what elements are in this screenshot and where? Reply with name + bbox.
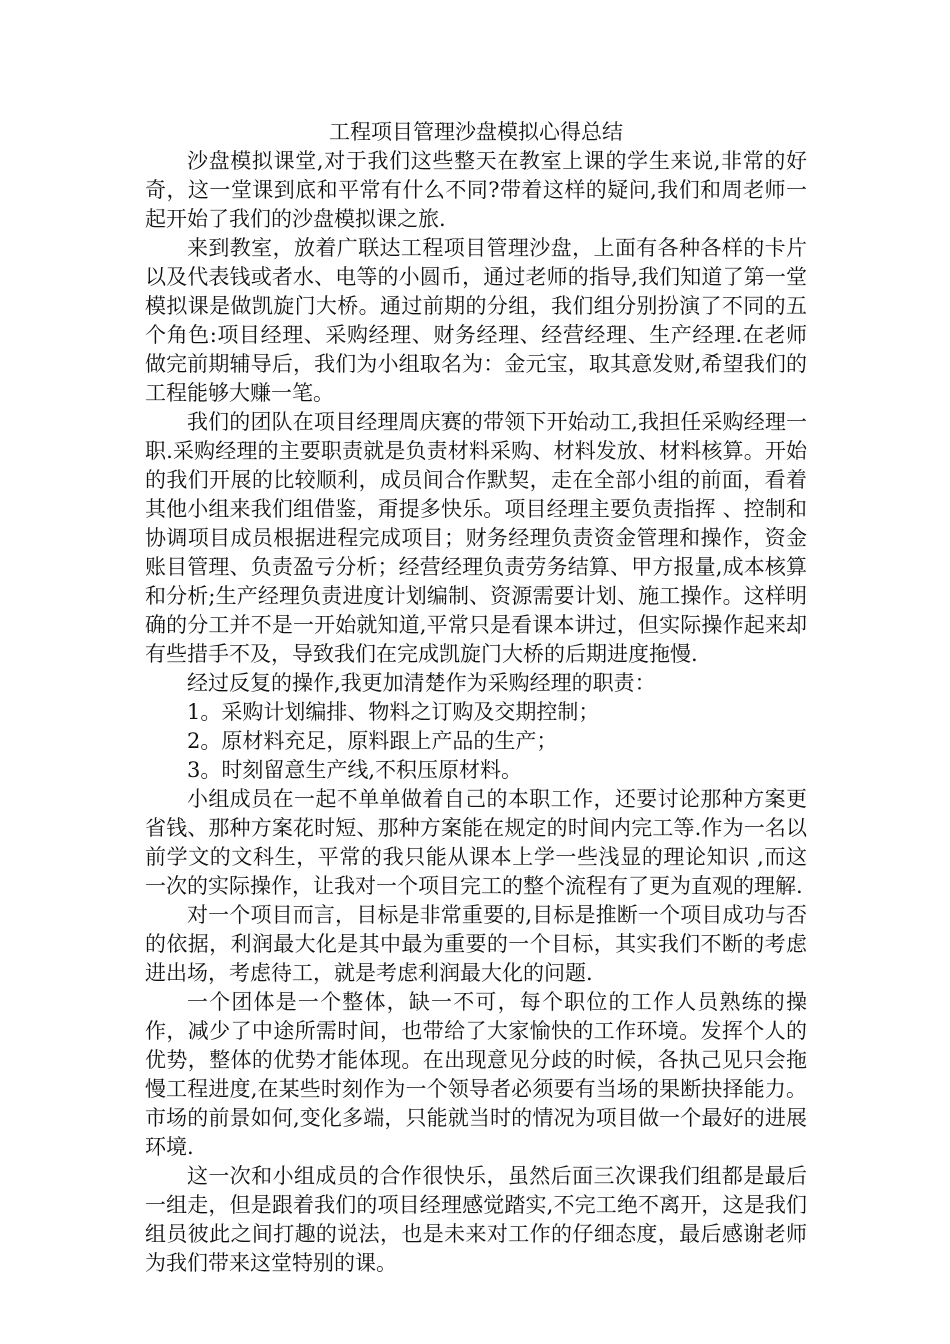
paragraph-classroom: 来到教室，放着广联达工程项目管理沙盘，上面有各种各样的卡片以及代表钱或者水、电等的小圆币，通过老师的指导,我们知道了第一堂模拟课是做凯旋门大桥。通过前期的分组，我们组分别扮演了不同的五个角色:项目经理、采购经理、财务经理、经营经理、生产经理.在老师做完前期辅导后，我们为小组取名为：金元宝，取其意发财,希望我们的工程能够大赚一笔。: [145, 236, 807, 405]
list-item-duty-1: 1。采购计划编排、物料之订购及交期控制；: [187, 700, 600, 724]
paragraph-team-unity: 一个团体是一个整体，缺一不可，每个职位的工作人员熟练的操作，减少了中途所需时间，也带给了大家愉快的工作环境。发挥个人的优势，整体的优势才能体现。在出现意见分歧的时候，各执己见只会拖慢工程进度,在某些时刻作为一个领导者必须要有当场的果断抉择能力。市场的前景如何,变化多端，只能就当时的情况为项目做一个最好的进展环境.: [145, 990, 807, 1159]
list-item-duty-3: 3。时刻留意生产线,不积压原材料。: [187, 758, 523, 782]
paragraph-goals: 对一个项目而言，目标是非常重要的,目标是推断一个项目成功与否的依据，利润最大化是其中最为重要的一个目标，其实我们不断的考虑进出场，考虑待工，就是考虑利润最大化的问题.: [145, 903, 807, 985]
paragraph-intro: 沙盘模拟课堂,对于我们这些整天在教室上课的学生来说,非常的好奇，这一堂课到底和平常有什么不同?带着这样的疑问,我们和周老师一起开始了我们的沙盘模拟课之旅.: [145, 149, 807, 231]
document-page: [145, 118, 807, 1278]
paragraph-duties-intro: 经过反复的操作,我更加清楚作为采购经理的职责：: [187, 671, 656, 695]
paragraph-team-roles: 我们的团队在项目经理周庆赛的带领下开始动工,我担任采购经理一职.采购经理的主要职责就是负责材料采购、材料发放、材料核算。开始的我们开展的比较顺利，成员间合作默契，走在全部小组的前面，看着其他小组来我们组借鉴，甭提多快乐。项目经理主要负责指挥 、控制和协调项目成员根据进程完成项目；财务经理负责资金管理和操作，资金账目管理、负责盈亏分析；经营经理负责劳务结算、甲方报量,成本核算和分析;生产经理负责进度计划编制、资源需要计划、施工操作。这样明确的分工并不是一开始就知道,平常只是看课本讲过，但实际操作起来却有些措手不及，导致我们在完成凯旋门大桥的后期进度拖慢.: [145, 410, 807, 666]
paragraph-conclusion: 这一次和小组成员的合作很快乐，虽然后面三次课我们组都是最后一组走，但是跟着我们的项目经理感觉踏实,不完工绝不离开，这是我们组员彼此之间打趣的说法，也是未来对工作的仔细态度，最后感谢老师为我们带来这堂特别的课。: [145, 1164, 807, 1275]
paragraph-teamwork: 小组成员在一起不单单做着自己的本职工作，还要讨论那种方案更省钱、那种方案花时短、那种方案能在规定的时间内完工等.作为一名以前学文的文科生，平常的我只能从课本上学一些浅显的理论知识 ,而这一次的实际操作，让我对一个项目完工的整个流程有了更为直观的理解.: [145, 787, 807, 898]
document-title: 工程项目管理沙盘模拟心得总结: [329, 120, 623, 144]
list-item-duty-2: 2。原材料充足，原料跟上产品的生产；: [187, 729, 558, 753]
